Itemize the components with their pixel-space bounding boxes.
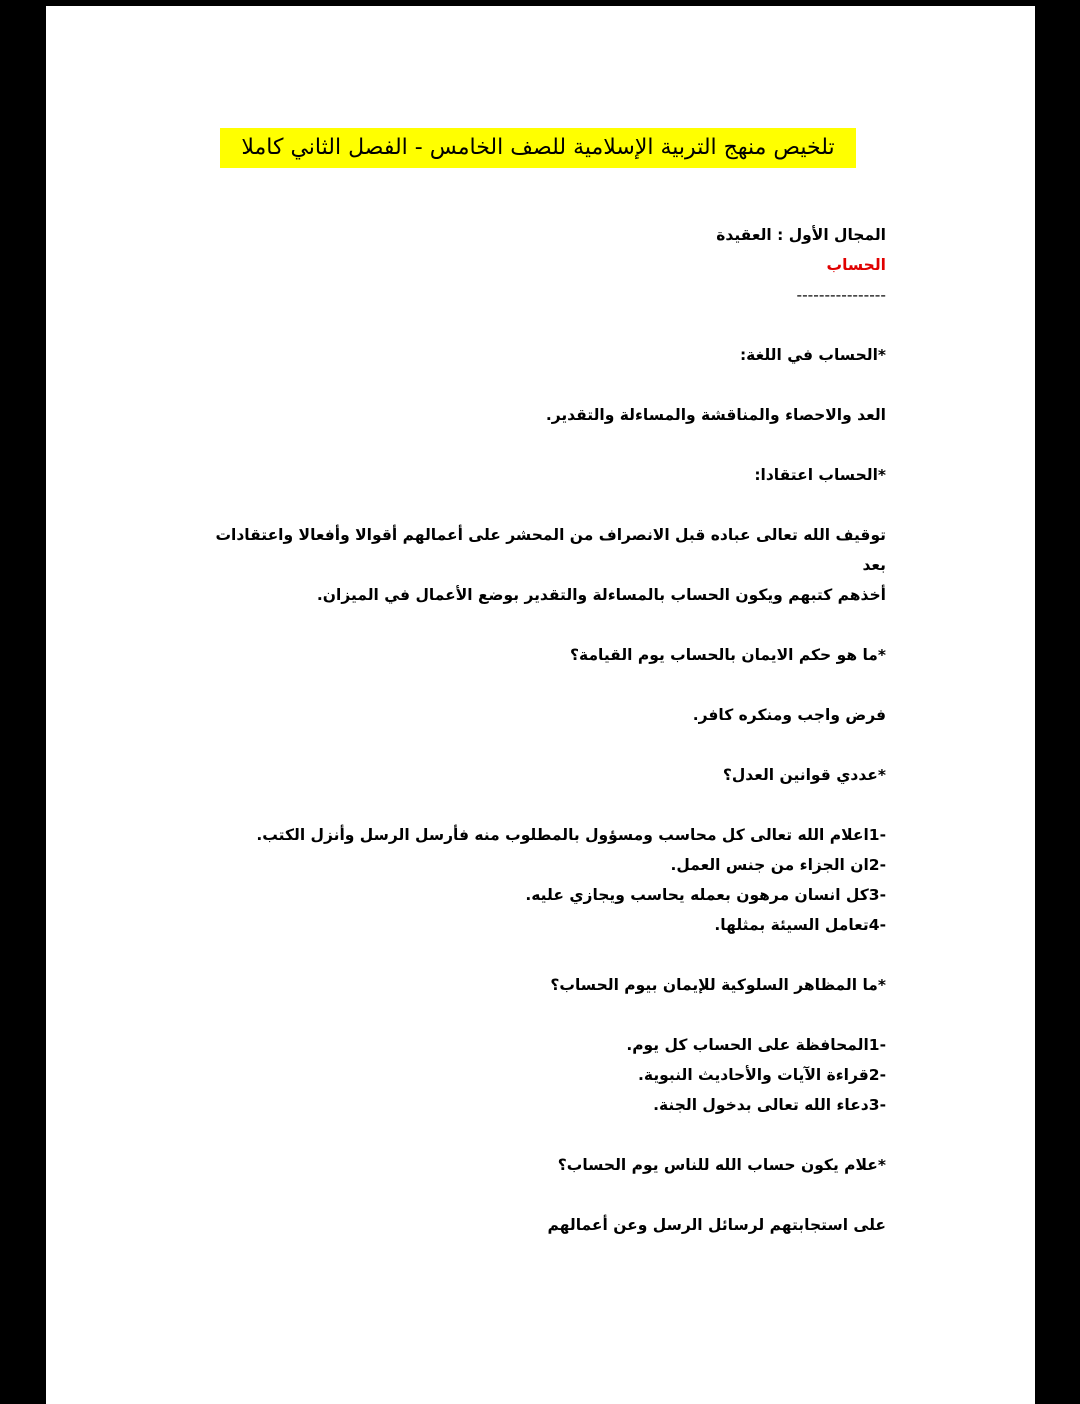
list-item: -4تعامل السيئة بمثلها. [714, 916, 886, 934]
answer-1: العد والاحصاء والمناقشة والمساءلة والتقدير. [545, 406, 886, 424]
list-item: -1المحافظة على الحساب كل يوم. [626, 1036, 886, 1054]
answer-5-list [206, 1030, 886, 1120]
question-5: *ما المظاهر السلوكية للإيمان بيوم الحساب؟ [550, 976, 886, 994]
document-title: تلخيص منهج التربية الإسلامية للصف الخامس - الفصل الثاني كاملا [220, 128, 856, 168]
question-1: *الحساب في اللغة: [739, 346, 886, 364]
domain-heading: المجال الأول : العقيدة [716, 226, 886, 244]
document-body [206, 220, 886, 1240]
answer-2-line-1: توقيف الله تعالى عباده قبل الانصراف من المحشر على أعمالهم أقوالا وأفعالا واعتقادات بعد [215, 526, 886, 574]
list-item: -3دعاء الله تعالى بدخول الجنة. [653, 1096, 886, 1114]
answer-4-list [206, 820, 886, 940]
answer-2-line-2: أخذهم كتبهم ويكون الحساب بالمساءلة والتقدير بوضع الأعمال في الميزان. [316, 586, 886, 604]
list-item: -2قراءة الآيات والأحاديث النبوية. [638, 1066, 886, 1084]
question-3: *ما هو حكم الايمان بالحساب يوم القيامة؟ [570, 646, 886, 664]
list-item: -3كل انسان مرهون بعمله يحاسب ويجازي عليه. [525, 886, 886, 904]
question-6: *علام يكون حساب الله للناس يوم الحساب؟ [557, 1156, 886, 1174]
list-item: -2ان الجزاء من جنس العمل. [670, 856, 886, 874]
list-item: -1اعلام الله تعالى كل محاسب ومسؤول بالمطلوب منه فأرسل الرسل وأنزل الكتب. [256, 826, 886, 844]
answer-6: على استجابتهم لرسائل الرسل وعن أعمالهم [547, 1216, 886, 1234]
question-2: *الحساب اعتقادا: [754, 466, 886, 484]
document-page [46, 6, 1035, 1404]
separator: ---------------- [796, 286, 886, 304]
answer-3: فرض واجب ومنكره كافر. [692, 706, 886, 724]
topic-heading: الحساب [826, 256, 886, 274]
question-4: *عددي قوانين العدل؟ [722, 766, 886, 784]
